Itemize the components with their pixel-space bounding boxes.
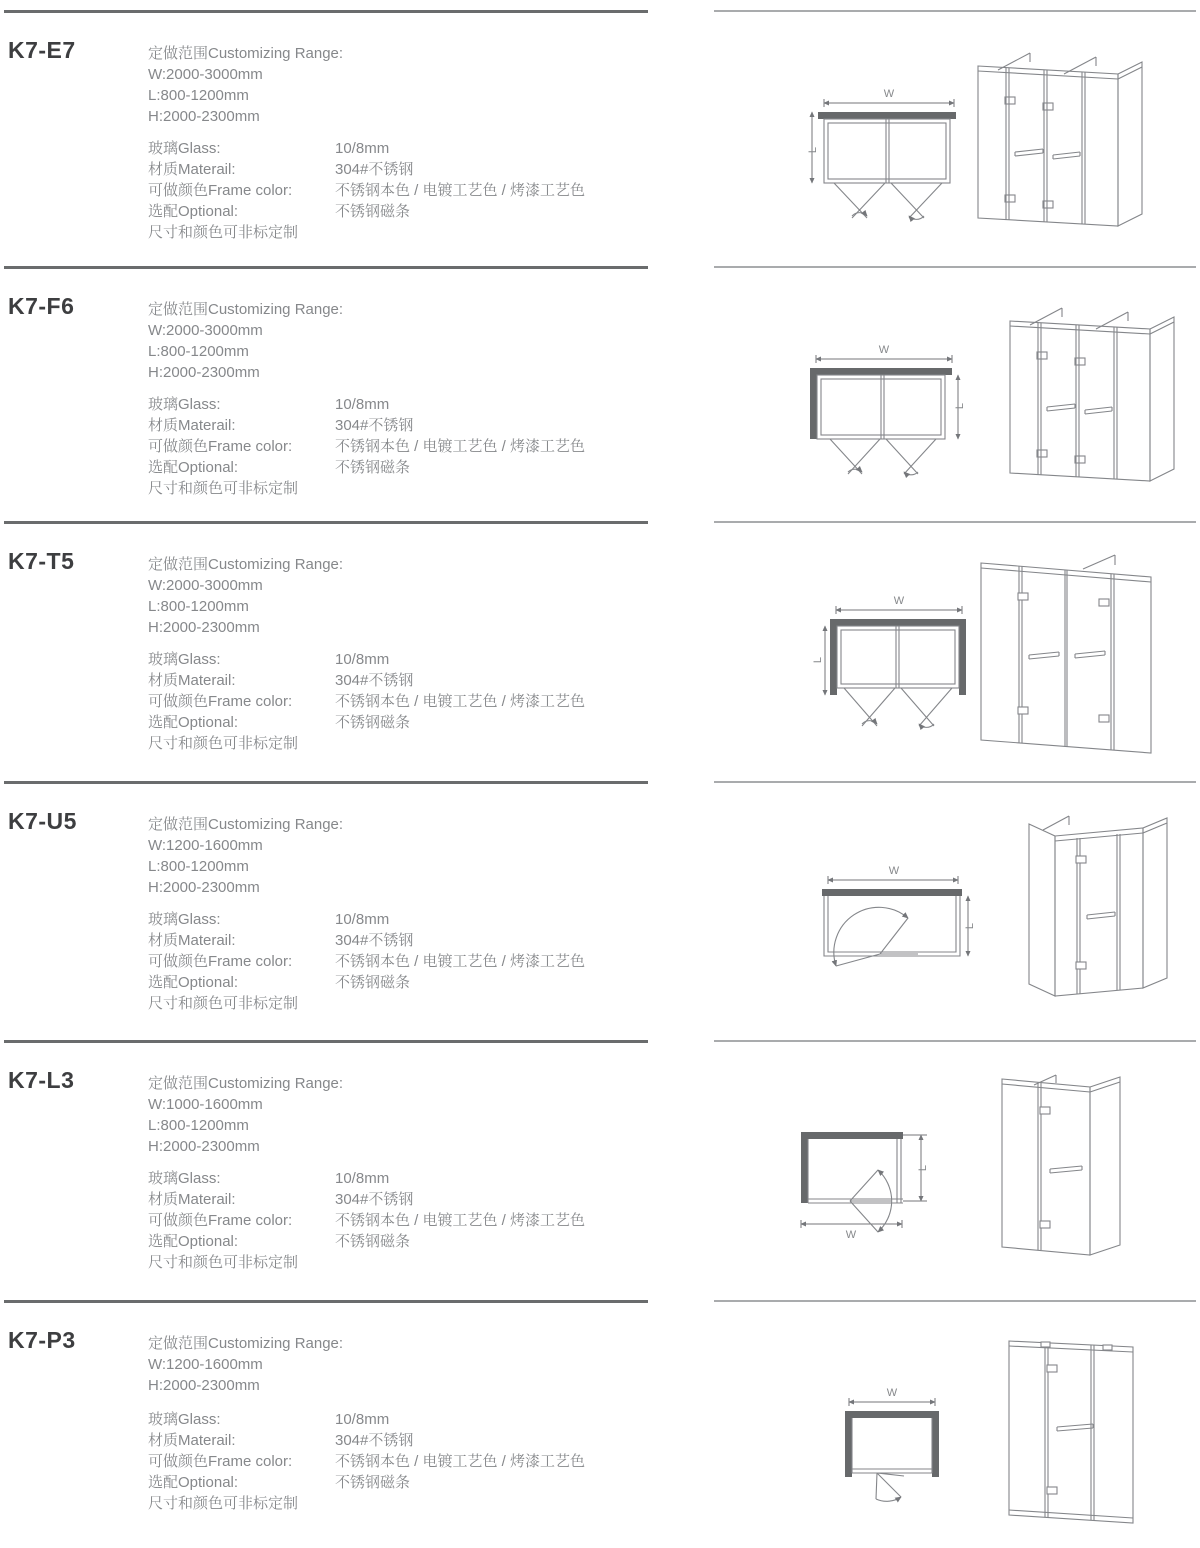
spec-value: 不锈钢本色 / 电镀工艺色 / 烤漆工艺色 (335, 1453, 586, 1470)
top-view-diagram (843, 1387, 943, 1517)
spec-label: 可做颜色Frame color: (148, 953, 293, 970)
spec-label: 尺寸和颜色可非标定制 (148, 995, 299, 1012)
wall-bar (810, 368, 952, 375)
range-width: W:2000-3000mm (148, 322, 263, 339)
door-swing (850, 1170, 892, 1232)
divider-left (4, 1300, 648, 1303)
spec-label: 选配Optional: (148, 1474, 239, 1491)
divider-left (4, 781, 648, 784)
model-name: K7-P3 (8, 1327, 76, 1353)
spec-value: 不锈钢本色 / 电镀工艺色 / 烤漆工艺色 (335, 953, 586, 970)
spec-value: 304#不锈钢 (335, 161, 414, 178)
svg-text:W: W (886, 1387, 898, 1399)
top-view-diagram (812, 595, 972, 763)
svg-text:L: L (954, 402, 966, 410)
l-dimension (964, 896, 976, 956)
divider-right (714, 1300, 1196, 1302)
customizing-title: 定做范围Customizing Range: (148, 556, 344, 573)
spec-value: 不锈钢磁条 (335, 974, 411, 991)
spec-label: 玻璃Glass: (148, 651, 221, 668)
spec-label: 尺寸和颜色可非标定制 (148, 1254, 299, 1271)
range-length: L:800-1200mm (148, 598, 249, 615)
model-name: K7-E7 (8, 37, 76, 63)
spec-label: 玻璃Glass: (148, 1411, 221, 1428)
range-height: H:2000-2300mm (148, 879, 260, 896)
top-view-diagram (806, 342, 968, 502)
customizing-title: 定做范围Customizing Range: (148, 1075, 344, 1092)
svg-text:L: L (917, 1164, 929, 1172)
spec-list (148, 138, 585, 243)
range-height: H:2000-2300mm (148, 619, 260, 636)
spec-value: 10/8mm (335, 911, 390, 928)
range-height: H:2000-2300mm (148, 1377, 260, 1394)
spec-list (148, 394, 585, 499)
door-swing (876, 1473, 904, 1501)
range-height: H:2000-2300mm (148, 364, 260, 381)
spec-label: 尺寸和颜色可非标定制 (148, 1495, 299, 1512)
spec-value: 不锈钢磁条 (335, 203, 411, 220)
range-height: H:2000-2300mm (148, 108, 260, 125)
spec-value: 10/8mm (335, 140, 390, 157)
top-view-diagram (816, 865, 976, 998)
range-length: L:800-1200mm (148, 87, 249, 104)
spec-value: 10/8mm (335, 1170, 390, 1187)
spec-list (148, 1168, 585, 1273)
wall-bar-left (810, 375, 817, 439)
spec-label: 材质Materail: (148, 672, 236, 689)
divider-left (4, 1040, 648, 1043)
divider-right (714, 10, 1196, 12)
w-dimension (824, 88, 954, 107)
spec-value: 304#不锈钢 (335, 1191, 414, 1208)
divider-right (714, 521, 1196, 523)
customizing-range (148, 554, 343, 638)
wall-bar (845, 1411, 939, 1418)
w-dimension (816, 344, 952, 363)
spec-label: 玻璃Glass: (148, 396, 221, 413)
product-row (0, 266, 1200, 521)
spec-value: 不锈钢本色 / 电镀工艺色 / 烤漆工艺色 (335, 438, 586, 455)
divider-left (4, 266, 648, 269)
wall-bar (818, 112, 956, 119)
wall-bar-left (845, 1411, 852, 1477)
spec-list (148, 1409, 585, 1514)
perspective-drawing (1005, 1335, 1140, 1535)
spec-value: 不锈钢本色 / 电镀工艺色 / 烤漆工艺色 (335, 1212, 586, 1229)
wall-bar-left (830, 626, 837, 695)
customizing-range (148, 1073, 343, 1157)
range-height: H:2000-2300mm (148, 1138, 260, 1155)
svg-text:W: W (888, 865, 900, 877)
divider-left (4, 10, 648, 13)
spec-label: 尺寸和颜色可非标定制 (148, 224, 299, 241)
customizing-title: 定做范围Customizing Range: (148, 45, 344, 62)
wall-bar-left (801, 1139, 808, 1203)
wall-bar (801, 1132, 903, 1139)
l-dimension (807, 112, 819, 183)
spec-label: 选配Optional: (148, 714, 239, 731)
door-swing (834, 183, 942, 219)
spec-label: 玻璃Glass: (148, 1170, 221, 1187)
l-dimension (812, 626, 825, 695)
perspective-drawing (968, 45, 1168, 240)
l-dimension (954, 375, 966, 439)
model-name: K7-T5 (8, 548, 75, 574)
w-dimension (828, 865, 958, 884)
customizing-range (148, 1333, 343, 1396)
door-swing (830, 439, 936, 475)
top-view-diagram (806, 86, 966, 236)
spec-value: 10/8mm (335, 396, 390, 413)
spec-label: 材质Materail: (148, 932, 236, 949)
spec-label: 可做颜色Frame color: (148, 1212, 293, 1229)
range-width: W:2000-3000mm (148, 577, 263, 594)
product-row (0, 1300, 1200, 1548)
wall-bar (822, 889, 962, 896)
spec-label: 可做颜色Frame color: (148, 693, 293, 710)
spec-list (148, 649, 585, 754)
spec-label: 可做颜色Frame color: (148, 182, 293, 199)
spec-value: 不锈钢磁条 (335, 1474, 411, 1491)
customizing-range (148, 43, 343, 127)
divider-left (4, 521, 648, 524)
customizing-title: 定做范围Customizing Range: (148, 301, 344, 318)
spec-value: 304#不锈钢 (335, 932, 414, 949)
model-name: K7-F6 (8, 293, 75, 319)
range-width: W:2000-3000mm (148, 66, 263, 83)
spec-label: 选配Optional: (148, 459, 239, 476)
spec-value: 不锈钢本色 / 电镀工艺色 / 烤漆工艺色 (335, 182, 586, 199)
spec-label: 选配Optional: (148, 974, 239, 991)
w-dimension (801, 1220, 902, 1241)
spec-value: 不锈钢磁条 (335, 459, 411, 476)
divider-right (714, 1040, 1196, 1042)
w-dimension (849, 1387, 935, 1406)
spec-value: 304#不锈钢 (335, 672, 414, 689)
customizing-title: 定做范围Customizing Range: (148, 816, 344, 833)
svg-text:L: L (964, 922, 976, 930)
product-row (0, 521, 1200, 781)
wall-bar (830, 619, 966, 626)
range-length: L:800-1200mm (148, 1117, 249, 1134)
range-width: W:1200-1600mm (148, 1356, 263, 1373)
product-row (0, 1040, 1200, 1300)
spec-value: 10/8mm (335, 651, 390, 668)
spec-label: 可做颜色Frame color: (148, 1453, 293, 1470)
spec-label: 材质Materail: (148, 1432, 236, 1449)
spec-label: 玻璃Glass: (148, 911, 221, 928)
wall-bar-right (932, 1411, 939, 1477)
model-name: K7-L3 (8, 1067, 75, 1093)
perspective-drawing (998, 1075, 1133, 1275)
range-length: L:800-1200mm (148, 858, 249, 875)
spec-label: 玻璃Glass: (148, 140, 221, 157)
spec-label: 材质Materail: (148, 161, 236, 178)
customizing-title: 定做范围Customizing Range: (148, 1335, 344, 1352)
spec-label: 可做颜色Frame color: (148, 438, 293, 455)
spec-list (148, 909, 585, 1014)
customizing-range (148, 814, 343, 898)
spec-label: 尺寸和颜色可非标定制 (148, 480, 299, 497)
model-name: K7-U5 (8, 808, 77, 834)
product-row (0, 10, 1200, 266)
spec-value: 304#不锈钢 (335, 417, 414, 434)
perspective-drawing (1000, 300, 1200, 495)
svg-text:W: W (883, 88, 895, 100)
w-dimension (836, 595, 962, 614)
perspective-drawing (975, 555, 1160, 765)
svg-text:L: L (807, 146, 819, 154)
top-view-diagram (795, 1122, 945, 1257)
spec-value: 10/8mm (335, 1411, 390, 1428)
svg-text:W: W (878, 344, 890, 356)
spec-value: 304#不锈钢 (335, 1432, 414, 1449)
spec-label: 选配Optional: (148, 203, 239, 220)
customizing-range (148, 299, 343, 383)
door-swing (834, 907, 918, 966)
spec-value: 不锈钢本色 / 电镀工艺色 / 烤漆工艺色 (335, 693, 586, 710)
spec-label: 材质Materail: (148, 1191, 236, 1208)
svg-text:W: W (893, 595, 905, 607)
perspective-drawing (1025, 812, 1175, 1012)
spec-label: 选配Optional: (148, 1233, 239, 1250)
range-length: L:800-1200mm (148, 343, 249, 360)
spec-value: 不锈钢磁条 (335, 714, 411, 731)
product-row (0, 781, 1200, 1040)
divider-right (714, 266, 1196, 268)
wall-bar-right (959, 626, 966, 695)
svg-text:L: L (812, 656, 824, 664)
svg-text:W: W (845, 1229, 857, 1241)
door-swing (844, 688, 952, 727)
spec-label: 材质Materail: (148, 417, 236, 434)
range-width: W:1000-1600mm (148, 1096, 263, 1113)
divider-right (714, 781, 1196, 783)
spec-value: 不锈钢磁条 (335, 1233, 411, 1250)
range-width: W:1200-1600mm (148, 837, 263, 854)
spec-label: 尺寸和颜色可非标定制 (148, 735, 299, 752)
l-dimension (903, 1135, 929, 1201)
